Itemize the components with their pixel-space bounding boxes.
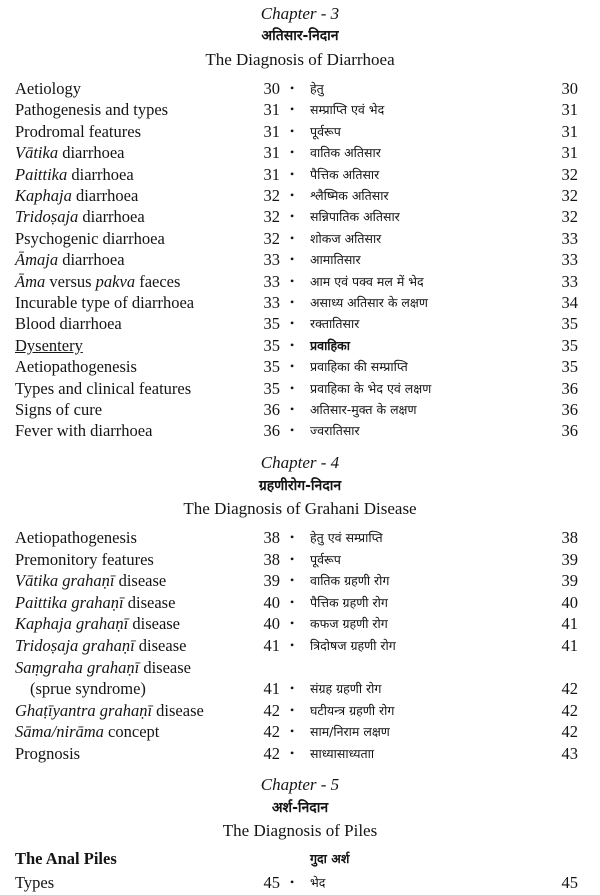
entry-hindi-title: आम एवं पक्व मल में भेद [310, 273, 424, 289]
entry-english-text: Types and clinical features [15, 378, 192, 398]
entry-hindi-title: रक्तातिसार [310, 316, 360, 332]
entry-english-text: disease [134, 636, 187, 655]
bullet-separator: • [290, 573, 295, 588]
entry-page-hindi: 43 [561, 744, 578, 763]
entry-english-title [15, 420, 152, 441]
entry-english-title [15, 872, 54, 893]
entry-english-italic: Ghaṭīyantra grahaṇī [15, 700, 153, 720]
entry-english-text: faeces [135, 271, 181, 291]
bullet-separator: • [290, 295, 295, 309]
entry-english-title [15, 635, 186, 656]
entry-english-text: Blood diarrhoea [15, 314, 122, 334]
entry-english-text: disease [114, 571, 167, 591]
entry-english-text: Premonitory features [15, 549, 154, 569]
toc-entry[interactable] [0, 249, 600, 270]
entry-page-hindi: 41 [561, 636, 578, 655]
bullet-separator: • [290, 423, 295, 438]
entry-page-english: 35 [263, 314, 280, 334]
entry-english-text: diarrhoea [58, 143, 125, 163]
bullet-separator: • [290, 273, 295, 288]
bullet-separator: • [290, 724, 295, 739]
entry-english-italic: Sāma/nirāma [15, 722, 104, 742]
entry-english-title [15, 228, 165, 249]
entry-hindi-title: अतिसार-मुक्त के लक्षण [310, 402, 417, 417]
entry-english-text: versus [45, 271, 96, 291]
entry-page-hindi: 32 [561, 164, 578, 184]
toc-entry[interactable] [0, 121, 600, 142]
bullet-separator: • [290, 681, 295, 696]
toc-entry[interactable] [0, 313, 600, 334]
entry-page-english: 38 [263, 549, 280, 569]
entry-english-text: disease [128, 614, 181, 634]
entry-page-hindi: 33 [561, 228, 578, 248]
entry-hindi-title: संग्रह ग्रहणी रोग [310, 681, 382, 697]
entry-english-text: diarrhoea [67, 164, 134, 184]
entry-hindi-title: साम/निराम लक्षण [310, 724, 390, 740]
entry-english-text: Dysentery [15, 335, 83, 355]
entry-english-title [15, 700, 204, 721]
bullet-separator: • [290, 230, 295, 245]
chapter-label: Chapter - 4 [260, 453, 340, 472]
entry-hindi-title: हेतु [310, 81, 324, 96]
entry-english-italic: pakva [95, 271, 136, 291]
entry-page-hindi: 39 [561, 549, 578, 569]
entry-english-title [15, 249, 125, 270]
toc-entry[interactable] [0, 164, 600, 185]
entry-english-text: diarrhoea [71, 186, 139, 205]
entry-page-english: 32 [263, 207, 280, 227]
entry-page-english: 38 [263, 528, 280, 547]
toc-entry[interactable] [0, 420, 600, 441]
entry-page-english: 31 [263, 143, 280, 163]
entry-english-title [15, 164, 134, 185]
entry-english-text: disease [139, 657, 191, 677]
entry-hindi-title: घटीयन्त्र ग्रहणी रोग [310, 702, 395, 718]
entry-page-english: 33 [263, 293, 280, 312]
entry-english-title [15, 185, 138, 206]
entry-page-hindi: 36 [561, 400, 578, 419]
entry-english-text: concept [103, 722, 160, 742]
bullet-separator: • [290, 746, 295, 760]
toc-entry[interactable] [0, 399, 600, 420]
entry-english-text: Signs of cure [15, 400, 103, 419]
entry-english-title [15, 657, 191, 678]
entry-hindi-title: सम्प्राप्ति एवं भेद [310, 102, 385, 118]
toc-entry[interactable] [0, 848, 600, 869]
entry-page-hindi: 40 [561, 592, 578, 612]
chapter-english-title: The Diagnosis of Piles [222, 821, 378, 840]
entry-english-italic: Vātika grahaṇī [15, 571, 115, 591]
entry-english-text: diarrhoea [58, 250, 125, 270]
entry-hindi-title: पैत्तिक अतिसार [310, 166, 380, 182]
toc-entry[interactable] [0, 872, 600, 893]
bullet-separator: • [290, 166, 295, 181]
entry-page-english: 30 [263, 79, 280, 98]
entry-page-english: 40 [263, 592, 280, 612]
entry-english-title [15, 721, 159, 742]
toc-entry[interactable] [0, 142, 600, 163]
entry-page-english: 33 [263, 271, 280, 291]
entry-english-text: Pathogenesis and types [15, 100, 169, 120]
entry-english-title [15, 121, 141, 142]
entry-hindi-title: कफज ग्रहणी रोग [310, 616, 388, 632]
bullet-separator: • [290, 81, 295, 95]
toc-entry[interactable] [0, 700, 600, 721]
entry-english-title [15, 527, 137, 548]
entry-english-text: disease [123, 592, 176, 612]
entry-hindi-title: वातिक अतिसार [310, 145, 381, 161]
toc-entry[interactable] [0, 206, 600, 227]
entry-english-italic: Āma [15, 271, 46, 291]
toc-entry[interactable] [0, 592, 600, 613]
bullet-separator: • [290, 616, 295, 631]
chapter-label: Chapter - 5 [260, 775, 340, 794]
entry-english-title [15, 271, 180, 292]
entry-page-hindi: 36 [561, 378, 578, 398]
entry-page-english: 32 [263, 186, 280, 205]
bullet-separator: • [290, 874, 295, 889]
entry-english-title [15, 78, 81, 99]
toc-entry[interactable] [0, 613, 600, 634]
entry-hindi-title: श्लैष्मिक अतिसार [310, 188, 389, 203]
entry-english-italic: Tridoṣaja grahaṇī [15, 636, 135, 655]
entry-english-italic: Tridoṣaja [15, 207, 79, 227]
entry-english-text: disease [152, 700, 204, 720]
bullet-separator: • [290, 638, 295, 652]
entry-page-english: 42 [263, 722, 280, 742]
entry-page-english: 35 [263, 335, 280, 355]
entry-english-title [15, 99, 168, 120]
bullet-separator: • [290, 188, 295, 202]
chapter-hindi-title: अर्श-निदान [271, 800, 329, 816]
entry-page-hindi: 31 [561, 100, 578, 120]
entry-page-english: 42 [263, 700, 280, 720]
entry-page-hindi: 35 [561, 357, 578, 377]
entry-page-english: 32 [263, 228, 280, 248]
entry-page-hindi: 32 [561, 186, 578, 205]
entry-english-title [15, 613, 180, 634]
entry-english-text: Aetiology [15, 79, 81, 98]
entry-hindi-title: त्रिदोषज ग्रहणी रोग [310, 638, 396, 653]
entry-page-hindi: 30 [561, 79, 578, 98]
entry-english-title [15, 356, 137, 377]
entry-page-hindi: 34 [561, 293, 578, 312]
entry-english-italic: Kaphaja grahaṇī [15, 614, 129, 634]
toc-entry[interactable] [0, 335, 600, 356]
entry-hindi-title: साध्यासाध्यताा [310, 746, 375, 761]
entry-page-hindi: 31 [561, 121, 578, 141]
entry-english-text: diarrhoea [78, 207, 145, 227]
entry-english-italic: Kaphaja [15, 186, 72, 205]
chapter-english-title: The Diagnosis of Diarrhoea [205, 50, 395, 69]
bullet-separator: • [290, 359, 295, 374]
entry-english-title [15, 335, 83, 356]
toc-entry[interactable] [0, 378, 600, 399]
entry-page-hindi: 32 [561, 207, 578, 227]
entry-english-text: Prodromal features [15, 121, 141, 141]
chapter-label: Chapter - 3 [260, 4, 340, 23]
toc-entry[interactable] [0, 527, 600, 548]
entry-english-text: Prognosis [15, 744, 81, 763]
bullet-separator: • [290, 551, 295, 566]
bullet-separator: • [290, 530, 295, 544]
bullet-separator: • [290, 145, 295, 160]
entry-page-hindi: 35 [561, 335, 578, 355]
entry-hindi-title: प्रवाहिका के भेद एवं लक्षण [310, 380, 432, 396]
entry-english-text: Aetiopathogenesis [15, 528, 137, 547]
entry-hindi-title: प्रवाहिका की सम्प्राप्ति [310, 359, 408, 375]
bullet-separator: • [290, 380, 295, 395]
entry-english-text: Incurable type of diarrhoea [15, 293, 195, 312]
toc-entry[interactable] [0, 743, 600, 764]
toc-entry[interactable] [0, 635, 600, 656]
entry-page-english: 41 [263, 679, 280, 699]
entry-english-title [15, 549, 154, 570]
entry-hindi-title: आमातिसार [310, 252, 361, 268]
entry-english-text: Types [15, 872, 55, 892]
bullet-separator: • [290, 702, 295, 717]
entry-english-italic: Vātika [15, 143, 59, 163]
entry-page-hindi: 33 [561, 250, 578, 270]
entry-english-text: Fever with diarrhoea [15, 421, 153, 441]
entry-page-hindi: 42 [561, 700, 578, 720]
entry-english-text: Aetiopathogenesis [15, 357, 137, 377]
entry-page-english: 45 [263, 872, 280, 892]
entry-english-title [15, 399, 102, 420]
entry-page-english: 33 [263, 250, 280, 270]
entry-page-hindi: 35 [561, 314, 578, 334]
entry-english-title [15, 378, 191, 399]
entry-page-hindi: 38 [561, 528, 578, 547]
bullet-separator: • [290, 402, 295, 416]
entry-page-english: 41 [263, 636, 280, 655]
entry-page-hindi: 42 [561, 722, 578, 742]
toc-entry[interactable] [0, 678, 600, 699]
entry-hindi-title: प्रवाहिका [310, 337, 351, 353]
entry-hindi-title: हेतु एवं सम्प्राप्ति [310, 530, 383, 545]
entry-page-hindi: 36 [561, 421, 578, 441]
entry-page-english: 39 [263, 571, 280, 591]
entry-english-title [15, 570, 166, 591]
toc-entry[interactable] [0, 185, 600, 206]
toc-entry[interactable] [0, 78, 600, 99]
entry-hindi-title: शोकज अतिसार [310, 230, 382, 246]
entry-english-title [15, 206, 145, 227]
entry-page-english: 35 [263, 378, 280, 398]
entry-english-title [30, 678, 146, 699]
entry-english-text: The Anal Piles [15, 849, 117, 868]
entry-hindi-title: गुदा अर्श [310, 851, 350, 866]
entry-english-text: (sprue syndrome) [30, 679, 146, 699]
entry-hindi-title: सन्निपातिक अतिसार [310, 209, 400, 225]
toc-entry[interactable] [0, 721, 600, 742]
entry-english-title [15, 848, 117, 869]
entry-hindi-title: पूर्वरूप [310, 123, 341, 139]
bullet-separator: • [290, 102, 295, 117]
entry-english-title [15, 292, 194, 313]
toc-entry[interactable] [0, 570, 600, 591]
entry-english-text: Psychogenic diarrhoea [15, 228, 165, 248]
entry-english-italic: Paittika grahaṇī [15, 592, 124, 612]
entry-page-hindi: 31 [561, 143, 578, 163]
entry-hindi-title: पैत्तिक ग्रहणी रोग [310, 594, 388, 610]
toc-entry[interactable] [0, 549, 600, 570]
entry-hindi-title: ज्वरातिसार [310, 423, 360, 439]
entry-page-english: 35 [263, 357, 280, 377]
entry-hindi-title: वातिक ग्रहणी रोग [310, 573, 390, 589]
entry-hindi-title: भेद [310, 874, 326, 890]
entry-page-hindi: 41 [561, 614, 578, 634]
entry-english-title [15, 592, 175, 613]
chapter-hindi-title: अतिसार-निदान [261, 28, 339, 44]
entry-page-english: 42 [263, 744, 280, 763]
toc-entry[interactable] [0, 271, 600, 292]
bullet-separator: • [290, 209, 295, 224]
entry-english-title [15, 313, 122, 334]
chapter-english-title: The Diagnosis of Grahani Disease [183, 499, 417, 518]
entry-hindi-title: पूर्वरूप [310, 551, 341, 567]
toc-entry[interactable] [0, 99, 600, 120]
entry-page-hindi: 45 [561, 872, 578, 892]
bullet-separator: • [290, 594, 295, 609]
bullet-separator: • [290, 337, 295, 352]
entry-english-title [15, 743, 80, 764]
entry-page-hindi: 42 [561, 679, 578, 699]
entry-english-italic: Paittika [15, 164, 68, 184]
entry-hindi-title: असाध्य अतिसार के लक्षण [310, 295, 428, 310]
entry-page-english: 40 [263, 614, 280, 634]
entry-page-english: 36 [263, 400, 280, 419]
entry-english-title [15, 142, 125, 163]
entry-english-italic: Saṃgraha grahaṇī [15, 657, 140, 677]
toc-entry[interactable] [0, 292, 600, 313]
toc-entry[interactable] [0, 228, 600, 249]
toc-entry[interactable] [0, 356, 600, 377]
entry-page-english: 31 [263, 164, 280, 184]
entry-page-english: 36 [263, 421, 280, 441]
entry-page-hindi: 33 [561, 271, 578, 291]
entry-english-italic: Āmaja [15, 250, 59, 270]
bullet-separator: • [290, 316, 295, 331]
entry-page-english: 31 [263, 100, 280, 120]
entry-page-english: 31 [263, 121, 280, 141]
chapter-hindi-title: ग्रहणीरोग-निदान [258, 478, 342, 494]
bullet-separator: • [290, 252, 295, 267]
toc-entry[interactable] [0, 657, 600, 678]
bullet-separator: • [290, 123, 295, 138]
entry-page-hindi: 39 [561, 571, 578, 591]
